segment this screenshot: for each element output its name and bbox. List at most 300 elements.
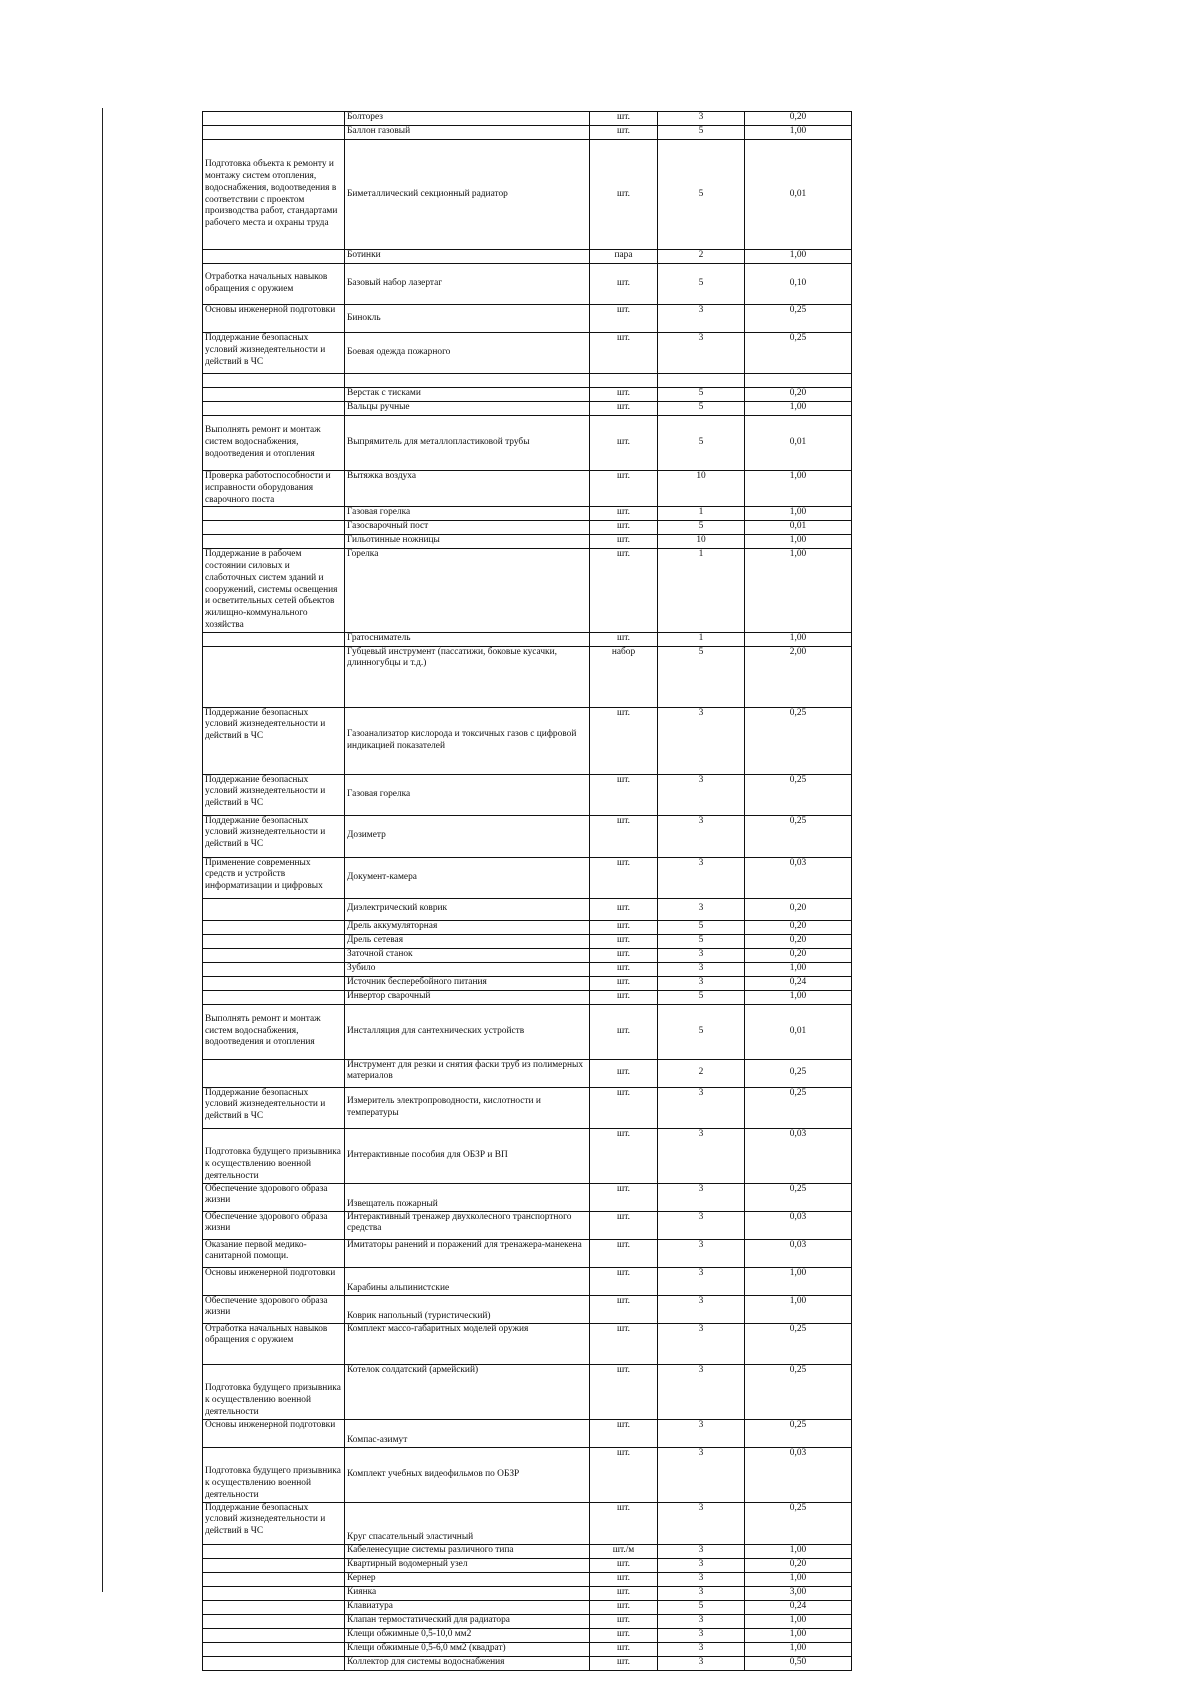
- activity-cell: Обеспечение здорового образа жизни: [203, 1295, 345, 1323]
- table-row: [203, 416, 852, 471]
- unit-cell: шт.: [590, 140, 658, 250]
- item-name-cell: Газовая горелка: [345, 507, 590, 521]
- unit-cell: шт.: [590, 521, 658, 535]
- unit-cell: шт.: [590, 126, 658, 140]
- activity-cell: [203, 250, 345, 264]
- item-name-cell: Газосварочный пост: [345, 521, 590, 535]
- activity-cell: [203, 976, 345, 990]
- table-row: [203, 1211, 852, 1239]
- activity-cell: [203, 962, 345, 976]
- table-row: [203, 140, 852, 250]
- quantity-cell: 5: [658, 646, 745, 707]
- coefficient-cell: 2,00: [745, 646, 852, 707]
- unit-cell: шт.: [590, 857, 658, 898]
- table-row: [203, 1419, 852, 1447]
- coefficient-cell: 0,25: [745, 1502, 852, 1544]
- quantity-cell: 3: [658, 976, 745, 990]
- table-row: [203, 1614, 852, 1628]
- coefficient-cell: 0,25: [745, 774, 852, 815]
- item-name-cell: Гратосниматель: [345, 632, 590, 646]
- item-name-cell: Губцевый инструмент (пассатижи, боковые кусачки, длинногубцы и т.д.): [345, 646, 590, 707]
- item-name-cell: Комплект массо-габаритных моделей оружия: [345, 1323, 590, 1364]
- activity-cell: Подготовка будущего призывника к осуществлению военной деятельности: [203, 1364, 345, 1419]
- unit-cell: шт.: [590, 305, 658, 333]
- table-row: [203, 1004, 852, 1059]
- unit-cell: шт.: [590, 1447, 658, 1502]
- coefficient-cell: 0,25: [745, 305, 852, 333]
- table-row: [203, 333, 852, 374]
- unit-cell: шт.: [590, 1628, 658, 1642]
- quantity-cell: 1: [658, 549, 745, 632]
- unit-cell: шт.: [590, 1364, 658, 1419]
- quantity-cell: 3: [658, 1447, 745, 1502]
- item-name-cell: Выпрямитель для металлопластиковой трубы: [345, 416, 590, 471]
- table-row: [203, 1087, 852, 1128]
- activity-cell: [203, 1600, 345, 1614]
- coefficient-cell: 0,25: [745, 1087, 852, 1128]
- table-row: [203, 857, 852, 898]
- item-name-cell: Вытяжка воздуха: [345, 471, 590, 507]
- activity-cell: Отработка начальных навыков обращения с оружием: [203, 264, 345, 305]
- quantity-cell: 3: [658, 857, 745, 898]
- unit-cell: шт.: [590, 1295, 658, 1323]
- coefficient-cell: 0,20: [745, 920, 852, 934]
- quantity-cell: 5: [658, 140, 745, 250]
- table-row: [203, 1586, 852, 1600]
- activity-cell: [203, 112, 345, 126]
- item-name-cell: Извещатель пожарный: [345, 1183, 590, 1211]
- table-row: [203, 250, 852, 264]
- coefficient-cell: 0,20: [745, 1558, 852, 1572]
- table-row: [203, 374, 852, 388]
- coefficient-cell: 1,00: [745, 250, 852, 264]
- activity-cell: Выполнять ремонт и монтаж систем водоснабжения, водоотведения и отопления: [203, 416, 345, 471]
- unit-cell: шт.: [590, 1128, 658, 1183]
- item-name-cell: Заточной станок: [345, 948, 590, 962]
- quantity-cell: 3: [658, 1656, 745, 1670]
- table-row: [203, 535, 852, 549]
- coefficient-cell: 1,00: [745, 126, 852, 140]
- activity-cell: [203, 521, 345, 535]
- coefficient-cell: 0,50: [745, 1656, 852, 1670]
- table-row: [203, 1295, 852, 1323]
- item-name-cell: Горелка: [345, 549, 590, 632]
- item-name-cell: Карабины альпинистские: [345, 1267, 590, 1295]
- coefficient-cell: 1,00: [745, 402, 852, 416]
- quantity-cell: [658, 374, 745, 388]
- activity-cell: [203, 990, 345, 1004]
- unit-cell: шт.: [590, 976, 658, 990]
- quantity-cell: 5: [658, 521, 745, 535]
- table-row: [203, 471, 852, 507]
- coefficient-cell: 1,00: [745, 990, 852, 1004]
- item-name-cell: Источник бесперебойного питания: [345, 976, 590, 990]
- quantity-cell: 3: [658, 1323, 745, 1364]
- activity-cell: [203, 374, 345, 388]
- unit-cell: шт.: [590, 1600, 658, 1614]
- item-name-cell: Кернер: [345, 1572, 590, 1586]
- activity-cell: Основы инженерной подготовки: [203, 1419, 345, 1447]
- activity-cell: [203, 1614, 345, 1628]
- unit-cell: шт.: [590, 1004, 658, 1059]
- activity-cell: Применение современных средств и устройств информатизации и цифровых: [203, 857, 345, 898]
- unit-cell: шт.: [590, 1267, 658, 1295]
- quantity-cell: 3: [658, 1614, 745, 1628]
- quantity-cell: 3: [658, 707, 745, 774]
- quantity-cell: 3: [658, 1558, 745, 1572]
- unit-cell: [590, 374, 658, 388]
- table-row: [203, 1323, 852, 1364]
- unit-cell: шт.: [590, 632, 658, 646]
- activity-cell: [203, 1656, 345, 1670]
- coefficient-cell: 0,01: [745, 1004, 852, 1059]
- coefficient-cell: 1,00: [745, 1295, 852, 1323]
- page-margin-line: [102, 108, 103, 1592]
- activity-cell: [203, 1558, 345, 1572]
- quantity-cell: 5: [658, 126, 745, 140]
- quantity-cell: 3: [658, 1295, 745, 1323]
- table-row: [203, 962, 852, 976]
- unit-cell: шт.: [590, 1502, 658, 1544]
- activity-cell: Обеспечение здорового образа жизни: [203, 1183, 345, 1211]
- unit-cell: шт.: [590, 549, 658, 632]
- item-name-cell: Коврик напольный (туристический): [345, 1295, 590, 1323]
- activity-cell: [203, 388, 345, 402]
- quantity-cell: 3: [658, 1642, 745, 1656]
- table-row: [203, 1558, 852, 1572]
- item-name-cell: Клещи обжимные 0,5-6,0 мм2 (квадрат): [345, 1642, 590, 1656]
- unit-cell: шт.: [590, 990, 658, 1004]
- quantity-cell: 3: [658, 1544, 745, 1558]
- table-row: [203, 388, 852, 402]
- table-row: [203, 1183, 852, 1211]
- table-row: [203, 1267, 852, 1295]
- quantity-cell: 5: [658, 920, 745, 934]
- activity-cell: Основы инженерной подготовки: [203, 305, 345, 333]
- table-row: [203, 990, 852, 1004]
- item-name-cell: Болторез: [345, 112, 590, 126]
- activity-cell: Поддержание безопасных условий жизнедеятельности и действий в ЧС: [203, 333, 345, 374]
- activity-cell: Выполнять ремонт и монтаж систем водоснабжения, водоотведения и отопления: [203, 1004, 345, 1059]
- coefficient-cell: 1,00: [745, 507, 852, 521]
- unit-cell: шт.: [590, 416, 658, 471]
- activity-cell: [203, 507, 345, 521]
- table-row: [203, 707, 852, 774]
- coefficient-cell: 0,03: [745, 1447, 852, 1502]
- activity-cell: [203, 1572, 345, 1586]
- activity-cell: [203, 646, 345, 707]
- table-row: [203, 1572, 852, 1586]
- coefficient-cell: 1,00: [745, 632, 852, 646]
- coefficient-cell: 0,24: [745, 976, 852, 990]
- item-name-cell: Документ-камера: [345, 857, 590, 898]
- item-name-cell: Зубило: [345, 962, 590, 976]
- table-row: [203, 507, 852, 521]
- quantity-cell: 10: [658, 471, 745, 507]
- quantity-cell: 3: [658, 1239, 745, 1267]
- item-name-cell: Клавиатура: [345, 1600, 590, 1614]
- quantity-cell: 5: [658, 264, 745, 305]
- activity-cell: Отработка начальных навыков обращения с оружием: [203, 1323, 345, 1364]
- table-row: [203, 305, 852, 333]
- item-name-cell: [345, 374, 590, 388]
- unit-cell: шт.: [590, 962, 658, 976]
- quantity-cell: 3: [658, 1267, 745, 1295]
- activity-cell: [203, 1059, 345, 1087]
- activity-cell: [203, 632, 345, 646]
- activity-cell: Основы инженерной подготовки: [203, 1267, 345, 1295]
- coefficient-cell: 0,03: [745, 857, 852, 898]
- table-row: [203, 898, 852, 920]
- unit-cell: шт.: [590, 535, 658, 549]
- coefficient-cell: 0,20: [745, 388, 852, 402]
- coefficient-cell: 0,20: [745, 934, 852, 948]
- quantity-cell: 5: [658, 990, 745, 1004]
- table-row: [203, 1128, 852, 1183]
- quantity-cell: 2: [658, 250, 745, 264]
- quantity-cell: 3: [658, 305, 745, 333]
- table-row: [203, 112, 852, 126]
- item-name-cell: Измеритель электропроводности, кислотности и температуры: [345, 1087, 590, 1128]
- coefficient-cell: 0,25: [745, 1059, 852, 1087]
- table-row: [203, 948, 852, 962]
- quantity-cell: 3: [658, 1502, 745, 1544]
- item-name-cell: Компас-азимут: [345, 1419, 590, 1447]
- activity-cell: [203, 934, 345, 948]
- table-row: [203, 632, 852, 646]
- unit-cell: шт.: [590, 934, 658, 948]
- item-name-cell: Бинокль: [345, 305, 590, 333]
- quantity-cell: 1: [658, 507, 745, 521]
- coefficient-cell: 1,00: [745, 549, 852, 632]
- table-row: [203, 549, 852, 632]
- unit-cell: шт.: [590, 948, 658, 962]
- coefficient-cell: 0,25: [745, 1364, 852, 1419]
- quantity-cell: 3: [658, 1364, 745, 1419]
- unit-cell: шт.: [590, 333, 658, 374]
- unit-cell: шт.: [590, 1323, 658, 1364]
- item-name-cell: Квартирный водомерный узел: [345, 1558, 590, 1572]
- activity-cell: Поддержание безопасных условий жизнедеятельности и действий в ЧС: [203, 774, 345, 815]
- activity-cell: Обеспечение здорового образа жизни: [203, 1211, 345, 1239]
- quantity-cell: 1: [658, 632, 745, 646]
- quantity-cell: 10: [658, 535, 745, 549]
- table-row: [203, 402, 852, 416]
- coefficient-cell: 0,01: [745, 416, 852, 471]
- unit-cell: шт.: [590, 507, 658, 521]
- item-name-cell: Диэлектрический коврик: [345, 898, 590, 920]
- table-row: [203, 126, 852, 140]
- activity-cell: Поддержание в рабочем состоянии силовых и слаботочных систем зданий и сооружений, системы освещения и осветительных сетей объектов жилищно-коммунального хозяйства: [203, 549, 345, 632]
- table-row: [203, 1059, 852, 1087]
- activity-cell: [203, 920, 345, 934]
- item-name-cell: Биметаллический секционный радиатор: [345, 140, 590, 250]
- quantity-cell: 3: [658, 1211, 745, 1239]
- activity-cell: [203, 1586, 345, 1600]
- activity-cell: [203, 1628, 345, 1642]
- coefficient-cell: 3,00: [745, 1586, 852, 1600]
- item-name-cell: Дрель сетевая: [345, 934, 590, 948]
- unit-cell: шт.: [590, 815, 658, 857]
- activity-cell: [203, 126, 345, 140]
- coefficient-cell: 1,00: [745, 1628, 852, 1642]
- item-name-cell: Ботинки: [345, 250, 590, 264]
- coefficient-cell: 0,25: [745, 1323, 852, 1364]
- unit-cell: шт.: [590, 1087, 658, 1128]
- table-row: [203, 774, 852, 815]
- table-row: [203, 1239, 852, 1267]
- item-name-cell: Дозиметр: [345, 815, 590, 857]
- quantity-cell: 5: [658, 1600, 745, 1614]
- coefficient-cell: 1,00: [745, 535, 852, 549]
- activity-cell: Поддержание безопасных условий жизнедеятельности и действий в ЧС: [203, 1502, 345, 1544]
- item-name-cell: Инвертор сварочный: [345, 990, 590, 1004]
- quantity-cell: 3: [658, 774, 745, 815]
- activity-cell: Поддержание безопасных условий жизнедеятельности и действий в ЧС: [203, 1087, 345, 1128]
- table-row: [203, 1364, 852, 1419]
- quantity-cell: 5: [658, 416, 745, 471]
- unit-cell: шт.: [590, 774, 658, 815]
- unit-cell: шт.: [590, 1059, 658, 1087]
- quantity-cell: 5: [658, 388, 745, 402]
- quantity-cell: 3: [658, 1128, 745, 1183]
- coefficient-cell: 0,20: [745, 112, 852, 126]
- equipment-table-body: [203, 112, 852, 1671]
- activity-cell: Проверка работоспособности и исправности оборудования сварочного поста: [203, 471, 345, 507]
- quantity-cell: 5: [658, 402, 745, 416]
- coefficient-cell: 0,03: [745, 1128, 852, 1183]
- coefficient-cell: 0,01: [745, 140, 852, 250]
- quantity-cell: 3: [658, 898, 745, 920]
- activity-cell: [203, 402, 345, 416]
- unit-cell: шт./м: [590, 1544, 658, 1558]
- unit-cell: шт.: [590, 898, 658, 920]
- quantity-cell: 3: [658, 333, 745, 374]
- table-row: [203, 815, 852, 857]
- activity-cell: Подготовка будущего призывника к осуществлению военной деятельности: [203, 1128, 345, 1183]
- item-name-cell: Инсталляция для сантехнических устройств: [345, 1004, 590, 1059]
- unit-cell: шт.: [590, 264, 658, 305]
- item-name-cell: Киянка: [345, 1586, 590, 1600]
- activity-cell: [203, 1642, 345, 1656]
- table-row: [203, 264, 852, 305]
- quantity-cell: 5: [658, 934, 745, 948]
- unit-cell: шт.: [590, 1211, 658, 1239]
- unit-cell: шт.: [590, 1614, 658, 1628]
- item-name-cell: Дрель аккумуляторная: [345, 920, 590, 934]
- coefficient-cell: 1,00: [745, 471, 852, 507]
- item-name-cell: Инструмент для резки и снятия фаски труб из полимерных материалов: [345, 1059, 590, 1087]
- table-row: [203, 920, 852, 934]
- table-row: [203, 934, 852, 948]
- item-name-cell: Клещи обжимные 0,5-10,0 мм2: [345, 1628, 590, 1642]
- unit-cell: пара: [590, 250, 658, 264]
- coefficient-cell: 0,25: [745, 333, 852, 374]
- coefficient-cell: 1,00: [745, 1614, 852, 1628]
- activity-cell: Подготовка объекта к ремонту и монтажу систем отопления, водоснабжения, водоотведения в соответствии с проектом производства работ, стандартами рабочего места и охраны труда: [203, 140, 345, 250]
- table-row: [203, 521, 852, 535]
- quantity-cell: 3: [658, 948, 745, 962]
- table-row: [203, 646, 852, 707]
- table-row: [203, 1544, 852, 1558]
- coefficient-cell: 0,10: [745, 264, 852, 305]
- equipment-table: [202, 111, 852, 1671]
- activity-cell: [203, 898, 345, 920]
- item-name-cell: Интерактивный тренажер двухколесного транспортного средства: [345, 1211, 590, 1239]
- quantity-cell: 3: [658, 1419, 745, 1447]
- item-name-cell: Верстак с тисками: [345, 388, 590, 402]
- coefficient-cell: 0,20: [745, 948, 852, 962]
- table-row: [203, 1502, 852, 1544]
- coefficient-cell: 0,03: [745, 1239, 852, 1267]
- unit-cell: шт.: [590, 402, 658, 416]
- unit-cell: шт.: [590, 1586, 658, 1600]
- unit-cell: шт.: [590, 112, 658, 126]
- quantity-cell: 3: [658, 1087, 745, 1128]
- item-name-cell: Боевая одежда пожарного: [345, 333, 590, 374]
- item-name-cell: Гильотинные ножницы: [345, 535, 590, 549]
- unit-cell: шт.: [590, 1572, 658, 1586]
- item-name-cell: Круг спасательный эластичный: [345, 1502, 590, 1544]
- activity-cell: [203, 535, 345, 549]
- coefficient-cell: 1,00: [745, 1267, 852, 1295]
- quantity-cell: 3: [658, 112, 745, 126]
- unit-cell: шт.: [590, 1183, 658, 1211]
- unit-cell: шт.: [590, 920, 658, 934]
- coefficient-cell: [745, 374, 852, 388]
- coefficient-cell: 0,25: [745, 1419, 852, 1447]
- unit-cell: шт.: [590, 388, 658, 402]
- item-name-cell: Коллектор для системы водоснабжения: [345, 1656, 590, 1670]
- activity-cell: Подготовка будущего призывника к осуществлению военной деятельности: [203, 1447, 345, 1502]
- item-name-cell: Имитаторы ранений и поражений для тренажера-манекена: [345, 1239, 590, 1267]
- coefficient-cell: 1,00: [745, 1544, 852, 1558]
- coefficient-cell: 1,00: [745, 962, 852, 976]
- coefficient-cell: 0,03: [745, 1211, 852, 1239]
- unit-cell: шт.: [590, 471, 658, 507]
- activity-cell: [203, 948, 345, 962]
- table-row: [203, 1447, 852, 1502]
- item-name-cell: Интерактивные пособия для ОБЗР и ВП: [345, 1128, 590, 1183]
- coefficient-cell: 1,00: [745, 1572, 852, 1586]
- table-row: [203, 1642, 852, 1656]
- table-row: [203, 976, 852, 990]
- unit-cell: набор: [590, 646, 658, 707]
- coefficient-cell: 0,25: [745, 1183, 852, 1211]
- activity-cell: Оказание первой медико-санитарной помощи.: [203, 1239, 345, 1267]
- quantity-cell: 5: [658, 1004, 745, 1059]
- coefficient-cell: 0,20: [745, 898, 852, 920]
- item-name-cell: Газоанализатор кислорода и токсичных газов с цифровой индикацией показателей: [345, 707, 590, 774]
- activity-cell: Поддержание безопасных условий жизнедеятельности и действий в ЧС: [203, 815, 345, 857]
- coefficient-cell: 0,24: [745, 1600, 852, 1614]
- item-name-cell: Клапан термостатический для радиатора: [345, 1614, 590, 1628]
- quantity-cell: 3: [658, 1586, 745, 1600]
- unit-cell: шт.: [590, 1558, 658, 1572]
- unit-cell: шт.: [590, 1656, 658, 1670]
- unit-cell: шт.: [590, 1239, 658, 1267]
- coefficient-cell: 0,25: [745, 707, 852, 774]
- coefficient-cell: 0,01: [745, 521, 852, 535]
- table-row: [203, 1600, 852, 1614]
- unit-cell: шт.: [590, 1642, 658, 1656]
- coefficient-cell: 1,00: [745, 1642, 852, 1656]
- table-row: [203, 1656, 852, 1670]
- unit-cell: шт.: [590, 707, 658, 774]
- table-row: [203, 1628, 852, 1642]
- item-name-cell: Газовая горелка: [345, 774, 590, 815]
- item-name-cell: Базовый набор лазертаг: [345, 264, 590, 305]
